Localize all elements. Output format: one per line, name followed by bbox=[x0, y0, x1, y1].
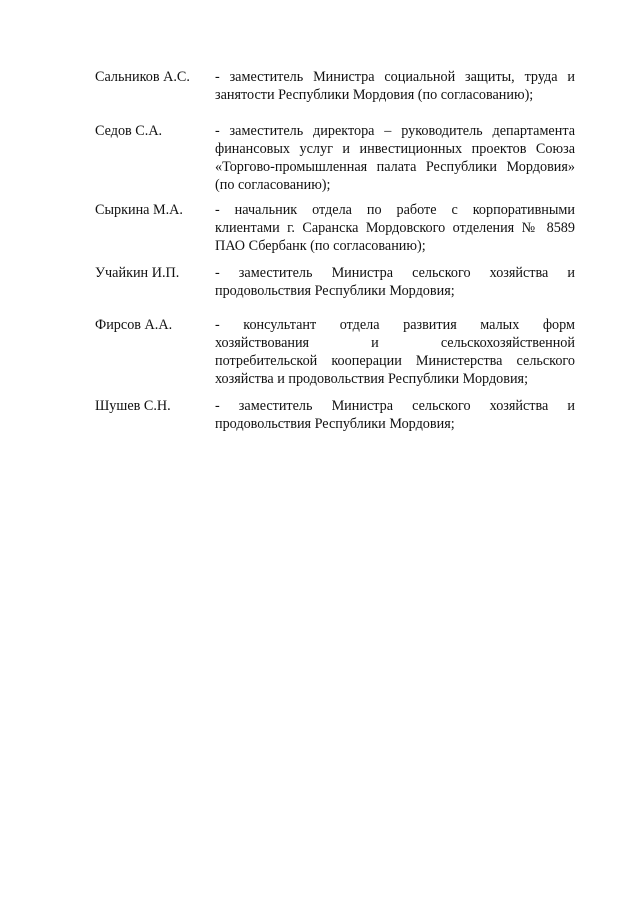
position-line: - заместитель Министра сельского хозяйства и bbox=[215, 398, 575, 414]
member-position bbox=[215, 122, 575, 194]
position-line: клиентами г. Саранска Мордовского отделения № 8589 bbox=[215, 220, 575, 236]
position-line: ПАО Сбербанк (по согласованию); bbox=[215, 238, 426, 254]
member-position bbox=[215, 201, 575, 255]
position-line: потребительской кооперации Министерства сельского bbox=[215, 353, 575, 369]
member-name: Шушев С.Н. bbox=[95, 398, 171, 414]
position-line: «Торгово-промышленная палата Республики Мордовия» bbox=[215, 159, 575, 175]
position-line: хозяйствования и сельскохозяйственной bbox=[215, 335, 575, 351]
position-line: - консультант отдела развития малых форм bbox=[215, 317, 575, 333]
member-position bbox=[215, 68, 575, 104]
member-name: Седов С.А. bbox=[95, 123, 163, 139]
position-line: - заместитель Министра социальной защиты, труда и bbox=[215, 69, 575, 85]
position-line: хозяйства и продовольствия Республики Мордовия; bbox=[215, 371, 529, 387]
member-name: Учайкин И.П. bbox=[95, 265, 180, 281]
position-line: финансовых услуг и инвестиционных проектов Союза bbox=[215, 141, 575, 157]
member-name: Сыркина М.А. bbox=[95, 202, 183, 218]
position-line: продовольствия Республики Мордовия; bbox=[215, 416, 455, 432]
member-position bbox=[215, 264, 575, 300]
member-position bbox=[215, 316, 575, 388]
member-position bbox=[215, 397, 575, 433]
member-name: Фирсов А.А. bbox=[95, 317, 173, 333]
position-line: (по согласованию); bbox=[215, 177, 331, 193]
member-name: Сальников А.С. bbox=[95, 69, 190, 85]
position-line: - начальник отдела по работе с корпоративными bbox=[215, 202, 575, 218]
position-line: занятости Республики Мордовия (по согласованию); bbox=[215, 87, 534, 103]
position-line: - заместитель Министра сельского хозяйства и bbox=[215, 265, 575, 281]
position-line: продовольствия Республики Мордовия; bbox=[215, 283, 455, 299]
position-line: - заместитель директора – руководитель департамента bbox=[215, 123, 575, 139]
